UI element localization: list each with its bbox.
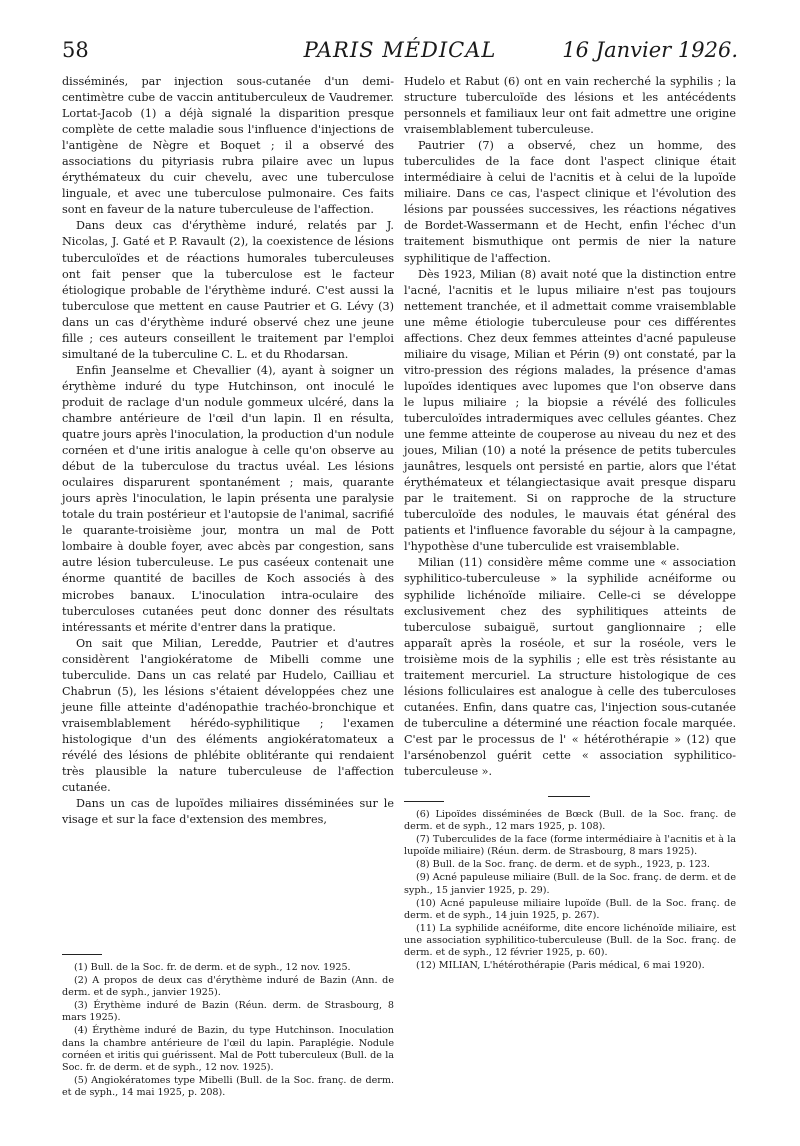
left-footnotes — [62, 962, 394, 1100]
footnote: (4) Érythème induré de Bazin, du type Hutchinson. Inoculation dans la chambre antérieure de l'œil du lapin. Paraplégie. Nodule cornéen et iritis qui guérissent. Mal de Pott tuberculeux (Bull. de la Soc. fr. de derm. et de syph., 12 nov. 1925). — [62, 1025, 394, 1073]
footnote: (1) Bull. de la Soc. fr. de derm. et de syph., 12 nov. 1925. — [74, 962, 351, 973]
footnote: (11) La syphilide acnéiforme, dite encore lichénoïde miliaire, est une association syphilitico-tuberculeuse (Bull. de la Soc. franç. de derm. et de syph., 12 février 1925, p. 60). — [404, 922, 736, 959]
paragraph: Dès 1923, Milian (8) avait noté que la distinction entre l'acné, l'acnitis et le lupus miliaire n'est pas toujours nettement tranchée, et il admettait comme vraisemblable une même étiologie tuberculeuse pour ces différentes affections. Chez deux femmes atteintes d'acné papuleuse miliaire du visage, Milian et Périn (9) ont constaté, par la vitro-pression des régions malades, la présence d'amas lupoïdes identiques avec lupomes que l'on observe dans le lupus miliaire ; la biopsie a révélé des follicules tuberculoïdes intradermiques avec cellules géantes. Chez une femme atteinte de couperose au niveau du nez et des joues, Milian (10) a noté la présence de petits tubercules jaunâtres, lesquels ont persisté en partie, alors que l'état érythémateux et télangiectasique avait presque disparu par le traitement. Si on rapproche de la structure tuberculoïde des nodules, le mauvais état général des patients et l'influence favorable du séjour à la campagne, l'hypothèse d'une tuberculide est vraisemblable. — [404, 267, 736, 554]
left-column-body — [62, 74, 394, 828]
footnote: (8) Bull. de la Soc. franç. de derm. et de syph., 1923, p. 123. — [416, 859, 710, 871]
paragraph: On sait que Milian, Leredde, Pautrier et d'autres considèrent l'angiokératome de Mibelli comme une tuberculide. Dans un cas relaté par Hudelo, Cailliau et Chabrun (5), les lésions s'étaient développées chez une jeune fille atteinte d'adénopathie trachéo-bronchique et vraisemblablement hérédo-syphilitique ; l'examen histologique d'un des éléments angiokératomateux a révélé des lésions de phlébite oblitérante qui rendaient très plausible la nature tuberculeuse de l'affection cutanée. — [62, 636, 394, 795]
right-column — [404, 74, 736, 972]
footnote: (7) Tuberculides de la face (forme intermédiaire à l'acnitis et à la lupoïde miliaire) (Réun. derm. de Strasbourg, 8 mars 1925). — [404, 834, 736, 858]
issue-date: 16 Janvier 1926. — [562, 38, 738, 62]
paragraph: Dans un cas de lupoïdes miliaires disséminées sur le visage et sur la face d'extension des membres, — [62, 797, 394, 827]
footnote: (3) Érythème induré de Bazin (Réun. derm. de Strasbourg, 8 mars 1925). — [62, 1000, 394, 1024]
end-rule — [548, 796, 590, 797]
paragraph: Milian (11) considère même comme une « association syphilitico-tuberculeuse » la syphilide acnéiforme ou syphilide lichénoïde miliaire. Celle-ci se développe exclusivement chez des syphilitiques atteints de tuberculose subaiguë, surtout ganglionnaire ; elle apparaît après la roséole, et sur la roséole, vers le troisième mois de la syphilis ; elle est très résistante au traitement mercuriel. La structure histologique de ces lésions folliculaires est analogue à celle des tuberculoses cutanées. Enfin, dans quatre cas, l'injection sous-cutanée de tuberculine a déterminé une réaction focale marquée. C'est par le processus de l' « hétérothérapie » (12) que l'arsénobenzol guérit cette « association syphilitico-tuberculeuse ». — [404, 556, 736, 779]
footnote: (2) A propos de deux cas d'érythème induré de Bazin (Ann. de derm. et de syph., janvier 1925). — [62, 975, 394, 999]
journal-title: PARIS MÉDICAL — [303, 38, 497, 62]
footnote: (12) MILIAN, L'hétérothérapie (Paris médical, 6 mai 1920). — [416, 960, 705, 972]
paragraph: Hudelo et Rabut (6) ont en vain recherché la syphilis ; la structure tuberculoïde des lésions et les antécédents personnels et familiaux leur ont fait admettre une origine vraisemblablement tuberculeuse. — [404, 75, 736, 137]
footnote: (5) Angiokératomes type Mibelli (Bull. de la Soc. franç. de derm. et de syph., 14 mai 1925, p. 208). — [62, 1074, 394, 1098]
footnote-divider — [62, 954, 102, 955]
footnote: (6) Lipoïdes disséminées de Bœck (Bull. de la Soc. franç. de derm. et de syph., 12 mars 1925, p. 108). — [404, 809, 736, 833]
paragraph: Dans deux cas d'érythème induré, relatés par J. Nicolas, J. Gaté et P. Ravault (2), la coexistence de lésions tuberculoïdes et de réactions humorales tuberculeuses ont fait penser que la tuberculose est le facteur étiologique probable de l'érythème induré. C'est aussi la tuberculose que mettent en cause Pautrier et G. Lévy (3) dans un cas d'érythème induré observé chez une jeune fille ; ces auteurs conseillent le traitement par l'emploi simultané de la tuberculine C. L. et du Rhodarsan. — [62, 219, 394, 361]
running-header — [62, 38, 738, 70]
right-footnotes — [404, 809, 736, 973]
paragraph: Pautrier (7) a observé, chez un homme, des tuberculides de la face dont l'aspect clinique était intermédiaire à celui de l'acnitis et à celui de la lupoïde miliaire. Dans ce cas, l'aspect clinique et l'évolution des lésions par poussées successives, les réactions négatives de Bordet-Wassermann et de Hecht, enfin l'échec d'un traitement bismuthique ont permis de nier la nature syphilitique de l'affection. — [404, 139, 736, 265]
paragraph: Enfin Jeanselme et Chevallier (4), ayant à soigner un érythème induré du type Hutchinson, ont inoculé le produit de raclage d'un nodule gommeux ulcéré, dans la chambre antérieure de l'œil d'un lapin. Il en résulta, quatre jours après l'inoculation, la production d'un nodule cornéen et d'une iritis analogue à celle qu'on observe au début de la tuberculose du tractus uvéal. Les lésions oculaires disparurent spontanément ; mais, quarante jours après l'inoculation, le lapin présenta une paralysie totale du train postérieur et l'autopsie de l'animal, sacrifié le quarante-troisième jour, montra un mal de Pott lombaire à double foyer, avec abcès par congestion, sans autre lésion tuberculeuse. Le pus caséeux contenait une énorme quantité de bacilles de Koch associés à des microbes banaux. L'inoculation intra-oculaire des tuberculoses cutanées peut donc donner des résultats intéressants et mérite d'entrer dans la pratique. — [62, 363, 394, 634]
right-column-body — [404, 74, 736, 780]
footnote-divider — [404, 801, 444, 802]
paragraph: disséminés, par injection sous-cutanée d'un demi-centimètre cube de vaccin antituberculeux de Vaudremer. Lortat-Jacob (1) a déjà signalé la disparition presque complète de cette maladie sous l'influence d'injections de l'antigène de Nègre et Boquet ; il a observé des associations du pityriasis rubra pilaire avec un lupus érythémateux du cuir chevelu, avec une tuberculose linguale, et avec une tuberculose pulmonaire. Ces faits sont en faveur de la nature tuberculeuse de l'affection. — [62, 75, 394, 217]
left-column — [62, 74, 394, 1098]
page-number: 58 — [62, 38, 89, 62]
footnote: (9) Acné papuleuse miliaire (Bull. de la Soc. franç. de derm. et de syph., 15 janvier 1925, p. 29). — [404, 872, 736, 896]
footnote: (10) Acné papuleuse miliaire lupoïde (Bull. de la Soc. franç. de derm. et de syph., 14 juin 1925, p. 267). — [404, 897, 736, 921]
